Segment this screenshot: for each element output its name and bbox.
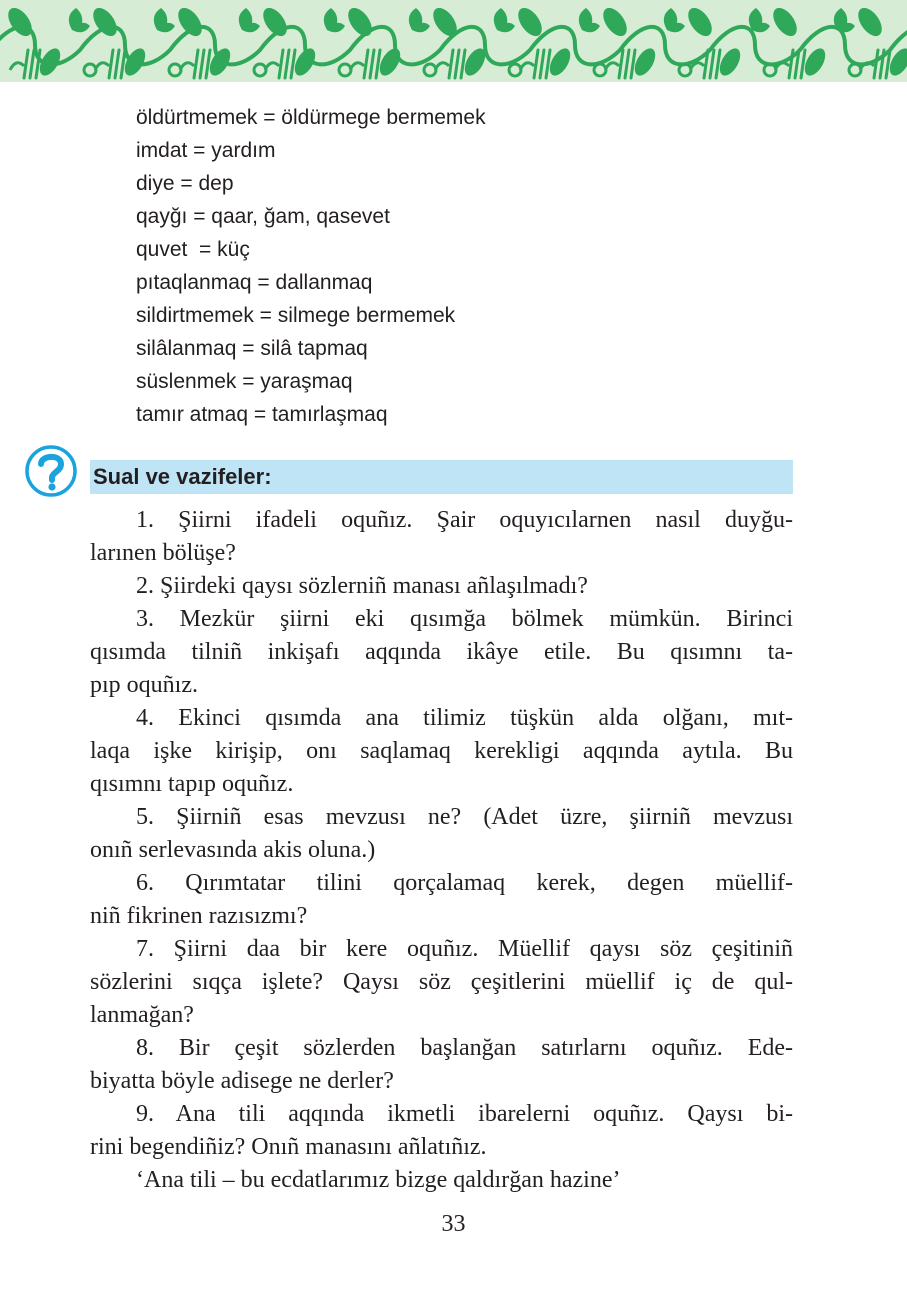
question-line: ‘Ana tili – bu ecdatlarımız bizge qaldırğan hazine’ <box>136 1167 621 1193</box>
question-line: niñ fikrinen razısızmı? <box>90 903 308 929</box>
glossary-entry: pıtaqlanmaq = dallanmaq <box>136 271 373 294</box>
glossary-list <box>136 101 836 431</box>
question-mark-icon <box>24 444 78 498</box>
question-line: larınen bölüşe? <box>90 540 236 566</box>
glossary-entry: tamır atmaq = tamırlaşmaq <box>136 403 388 426</box>
question-line: 5. Şiirniñ esas mevzusı ne? (Adet üzre, şiirniñ mevzusı <box>136 804 793 830</box>
section-title: Sual ve vazifeler: <box>93 464 272 489</box>
question-line: sözlerini sıqça işlete? Qaysı söz çeşitlerini müellif iç de qul- <box>90 969 793 995</box>
glossary-entry: öldürtmemek = öldürmege bermemek <box>136 106 486 129</box>
page-number: 33 <box>441 1211 466 1237</box>
question-line: biyatta böyle adisege ne derler? <box>90 1068 394 1094</box>
question-line: rini begendiñiz? Onıñ manasını añlatıñız. <box>90 1134 487 1160</box>
question-line: 8. Bir çeşit sözlerden başlanğan satırlarnı oquñız. Ede- <box>136 1035 793 1061</box>
question-line: qısımda tilniñ inkişafı aqqında ikâye etile. Bu qısımnı ta- <box>90 639 793 665</box>
section-header-bar <box>90 460 793 494</box>
question-line: laqa işke kirişip, onı saqlamaq kerekligi aqqında aytıla. Bu <box>90 738 793 764</box>
question-line: onıñ serlevasında akis oluna.) <box>90 837 376 863</box>
glossary-entry: qayğı = qaar, ğam, qasevet <box>136 205 390 228</box>
glossary-entry: silâlanmaq = silâ tapmaq <box>136 337 368 360</box>
question-line: 2. Şiirdeki qaysı sözlerniñ manası añlaşılmadı? <box>136 573 588 599</box>
question-line: 6. Qırımtatar tilini qorçalamaq kerek, degen müellif- <box>136 870 793 896</box>
questions-list <box>90 504 793 1197</box>
question-line: 1. Şiirni ifadeli oquñız. Şair oquyıcılarnen nasıl duyğu- <box>136 507 793 533</box>
question-line: lanmağan? <box>90 1002 194 1028</box>
glossary-entry: quvet = küç <box>136 238 250 261</box>
floral-ornament-icon <box>0 0 907 82</box>
question-line: pıp oquñız. <box>90 672 198 698</box>
question-line: 3. Mezkür şiirni eki qısımğa bölmek mümkün. Birinci <box>136 606 793 632</box>
glossary-entry: süslenmek = yaraşmaq <box>136 370 353 393</box>
decorative-floral-banner <box>0 0 907 82</box>
question-line: 9. Ana tili aqqında ikmetli ibarelerni oquñız. Qaysı bi- <box>136 1101 793 1127</box>
glossary-entry: imdat = yardım <box>136 139 276 162</box>
question-line: 4. Ekinci qısımda ana tilimiz tüşkün alda olğanı, mıt- <box>136 705 793 731</box>
question-line: 7. Şiirni daa bir kere oquñız. Müellif qaysı söz çeşitiniñ <box>136 936 793 962</box>
glossary-entry: diye = dep <box>136 172 234 195</box>
question-line: qısımnı tapıp oquñız. <box>90 771 294 797</box>
glossary-entry: sildirtmemek = silmege bermemek <box>136 304 456 327</box>
